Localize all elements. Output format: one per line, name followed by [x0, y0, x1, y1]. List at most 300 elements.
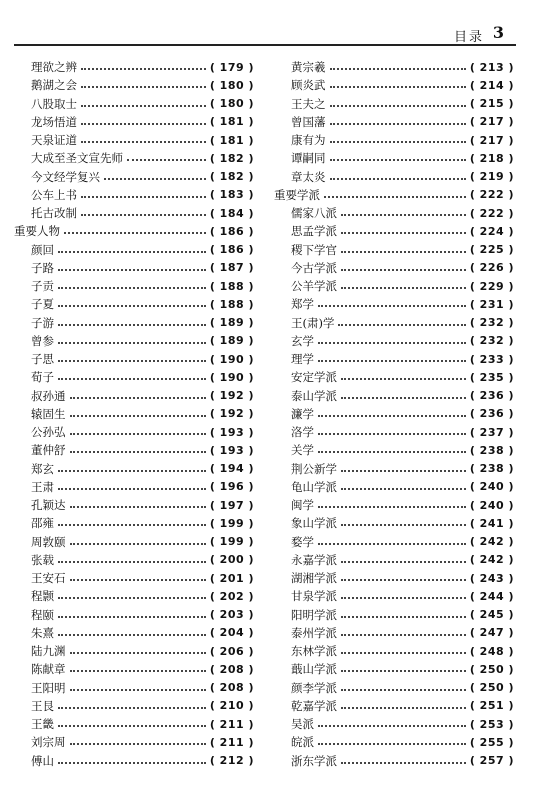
toc-entry-title: 皖派 — [291, 735, 314, 750]
toc-entry — [274, 186, 514, 204]
toc-entry-page: ( 181 ) — [209, 115, 254, 129]
toc-entry-page: ( 210 ) — [209, 699, 254, 713]
toc-entry-title: 郑玄 — [31, 461, 54, 476]
dot-leader — [58, 378, 206, 380]
toc-entry-title: 重要人物 — [14, 224, 60, 239]
toc-entry-title: 泰山学派 — [291, 388, 337, 403]
toc-entry — [274, 277, 514, 295]
dot-leader — [330, 123, 466, 125]
toc-entry — [274, 131, 514, 149]
page-header — [0, 0, 534, 44]
toc-entry-title: 玄学 — [291, 333, 314, 348]
dot-leader — [58, 251, 206, 253]
toc-entry-title: 陈献章 — [31, 662, 66, 677]
dot-leader — [341, 488, 466, 490]
toc-entry-page: ( 240 ) — [469, 480, 514, 494]
toc-entry-title: 公孙弘 — [31, 425, 66, 440]
toc-entry-title: 吴派 — [291, 717, 314, 732]
dot-leader — [81, 86, 206, 88]
header-rule — [14, 44, 516, 46]
dot-leader — [341, 269, 466, 271]
toc-entry-page: ( 231 ) — [469, 297, 514, 311]
toc-entry-page: ( 235 ) — [469, 370, 514, 384]
dot-leader — [341, 707, 466, 709]
toc-entry-page: ( 255 ) — [469, 735, 514, 749]
toc-entry-title: 顾炎武 — [291, 78, 326, 93]
toc-entry — [14, 533, 254, 551]
toc-entry — [274, 350, 514, 368]
toc-entry — [14, 660, 254, 678]
toc-entry — [274, 533, 514, 551]
toc-entry-title: 王夫之 — [291, 96, 326, 111]
toc-entry-page: ( 192 ) — [209, 407, 254, 421]
toc-entry-title: 龙场悟道 — [31, 114, 77, 129]
dot-leader — [58, 561, 206, 563]
dot-leader — [341, 762, 466, 764]
dot-leader — [318, 725, 466, 727]
toc-entry — [14, 624, 254, 642]
toc-entry-page: ( 186 ) — [209, 243, 254, 257]
dot-leader — [58, 616, 206, 618]
toc-entry — [14, 222, 254, 240]
toc-entry-page: ( 182 ) — [209, 151, 254, 165]
toc-entry — [274, 460, 514, 478]
toc-entry-title: 乾嘉学派 — [291, 698, 337, 713]
dot-leader — [318, 451, 466, 453]
dot-leader — [318, 342, 466, 344]
toc-entry-page: ( 192 ) — [209, 389, 254, 403]
toc-entry — [274, 314, 514, 332]
dot-leader — [341, 524, 466, 526]
toc-entry — [14, 58, 254, 76]
toc-entry-title: 辕固生 — [31, 406, 66, 421]
toc-entry — [274, 587, 514, 605]
toc-entry-title: 谭嗣同 — [291, 151, 326, 166]
dot-leader — [58, 597, 206, 599]
toc-entry-title: 荆公新学 — [291, 461, 337, 476]
toc-entry-title: 王畿 — [31, 717, 54, 732]
dot-leader — [341, 616, 466, 618]
toc-entry — [14, 368, 254, 386]
toc-entry-page: ( 188 ) — [209, 297, 254, 311]
dot-leader — [330, 178, 466, 180]
toc-entry-title: 陆九渊 — [31, 644, 66, 659]
toc-entry — [274, 368, 514, 386]
toc-entry — [274, 642, 514, 660]
toc-entry — [14, 587, 254, 605]
toc-entry-title: 傅山 — [31, 753, 54, 768]
toc-entry — [274, 58, 514, 76]
dot-leader — [341, 652, 466, 654]
toc-entry — [274, 478, 514, 496]
toc-entry — [274, 551, 514, 569]
toc-column-left — [14, 58, 254, 770]
toc-entry — [14, 131, 254, 149]
dot-leader — [70, 652, 206, 654]
toc-entry — [14, 295, 254, 313]
toc-entry-title: 鹅湖之会 — [31, 78, 77, 93]
toc-entry — [274, 241, 514, 259]
toc-entry-page: ( 179 ) — [209, 60, 254, 74]
toc-entry — [14, 113, 254, 131]
toc-entry-title: 今古学派 — [291, 260, 337, 275]
toc-entry-page: ( 215 ) — [469, 97, 514, 111]
toc-entry-page: ( 201 ) — [209, 571, 254, 585]
toc-entry-page: ( 250 ) — [469, 662, 514, 676]
toc-entry-page: ( 241 ) — [469, 516, 514, 530]
toc-entry-title: 天泉证道 — [31, 133, 77, 148]
dot-leader — [70, 670, 206, 672]
toc-entry-page: ( 238 ) — [469, 462, 514, 476]
running-title: 目录 — [453, 30, 484, 45]
toc-entry-title: 浙东学派 — [291, 753, 337, 768]
dot-leader — [318, 360, 466, 362]
toc-entry — [14, 332, 254, 350]
toc-entry-title: 王(肃)学 — [291, 315, 335, 330]
toc-entry-title: 理欲之辨 — [31, 60, 77, 75]
toc-entry-page: ( 238 ) — [469, 443, 514, 457]
dot-leader — [341, 470, 466, 472]
dot-leader — [341, 597, 466, 599]
toc-entry-page: ( 250 ) — [469, 681, 514, 695]
toc-entry — [14, 95, 254, 113]
toc-entry-page: ( 187 ) — [209, 261, 254, 275]
toc-entry — [274, 496, 514, 514]
toc-entry-page: ( 245 ) — [469, 608, 514, 622]
toc-entry-page: ( 217 ) — [469, 133, 514, 147]
toc-entry — [14, 697, 254, 715]
toc-entry-title: 子路 — [31, 260, 54, 275]
dot-leader — [70, 743, 206, 745]
toc-entry-title: 荀子 — [31, 370, 54, 385]
toc-entry-page: ( 247 ) — [469, 626, 514, 640]
dot-leader — [81, 68, 206, 70]
toc-entry — [14, 186, 254, 204]
dot-leader — [338, 324, 465, 326]
toc-entry-page: ( 211 ) — [209, 735, 254, 749]
dot-leader — [330, 141, 466, 143]
dot-leader — [58, 725, 206, 727]
toc-entry — [274, 149, 514, 167]
toc-entry — [274, 332, 514, 350]
toc-entry-title: 大成至圣文宣先师 — [31, 151, 123, 166]
toc-entry-title: 黄宗羲 — [291, 60, 326, 75]
toc-entry — [14, 350, 254, 368]
toc-entry-page: ( 180 ) — [209, 78, 254, 92]
toc-entry-title: 托古改制 — [31, 206, 77, 221]
dot-leader — [58, 342, 206, 344]
toc-entry-title: 思孟学派 — [291, 224, 337, 239]
toc-entry — [274, 715, 514, 733]
toc-entry-page: ( 232 ) — [469, 334, 514, 348]
toc-entry-page: ( 233 ) — [469, 352, 514, 366]
toc-entry-title: 康有为 — [291, 133, 326, 148]
dot-leader — [341, 689, 466, 691]
toc-entry-page: ( 208 ) — [209, 681, 254, 695]
toc-entry-page: ( 248 ) — [469, 644, 514, 658]
toc-entry-title: 象山学派 — [291, 516, 337, 531]
toc-entry-page: ( 199 ) — [209, 535, 254, 549]
toc-entry — [274, 441, 514, 459]
toc-entry-page: ( 257 ) — [469, 754, 514, 768]
toc-entry — [14, 514, 254, 532]
dot-leader — [70, 689, 206, 691]
toc-entry-page: ( 203 ) — [209, 608, 254, 622]
dot-leader — [58, 634, 206, 636]
toc-entry-title: 朱熹 — [31, 625, 54, 640]
dot-leader — [58, 269, 206, 271]
toc-entry-title: 儒家八派 — [291, 206, 337, 221]
toc-entry — [274, 387, 514, 405]
toc-entry-title: 闽学 — [291, 498, 314, 513]
toc-entry-page: ( 219 ) — [469, 170, 514, 184]
toc-entry-page: ( 251 ) — [469, 699, 514, 713]
toc-entry — [274, 423, 514, 441]
toc-entry-title: 甘泉学派 — [291, 589, 337, 604]
dot-leader — [58, 762, 206, 764]
toc-entry — [274, 204, 514, 222]
toc-entry-page: ( 199 ) — [209, 516, 254, 530]
dot-leader — [341, 561, 466, 563]
toc-entry — [274, 697, 514, 715]
toc-entry-page: ( 237 ) — [469, 425, 514, 439]
toc-entry — [274, 514, 514, 532]
toc-entry-title: 王肃 — [31, 479, 54, 494]
toc-entry — [14, 259, 254, 277]
toc-entry — [14, 478, 254, 496]
toc-entry-title: 郑学 — [291, 297, 314, 312]
dot-leader — [58, 360, 206, 362]
toc-entry-title: 洛学 — [291, 425, 314, 440]
dot-leader — [104, 178, 206, 180]
toc-entry-title: 颜回 — [31, 242, 54, 257]
toc-entry-title: 理学 — [291, 352, 314, 367]
toc-entry — [14, 441, 254, 459]
dot-leader — [70, 451, 206, 453]
toc-entry-page: ( 236 ) — [469, 389, 514, 403]
toc-entry — [274, 752, 514, 770]
toc-entry-page: ( 222 ) — [469, 188, 514, 202]
toc-entry-page: ( 236 ) — [469, 407, 514, 421]
toc-entry — [274, 660, 514, 678]
toc-entry — [274, 733, 514, 751]
toc-entry — [14, 733, 254, 751]
toc-entry — [14, 679, 254, 697]
toc-entry-title: 湖湘学派 — [291, 571, 337, 586]
toc-entry-page: ( 214 ) — [469, 78, 514, 92]
toc-entry — [274, 95, 514, 113]
toc-entry-title: 张载 — [31, 552, 54, 567]
toc-entry-title: 关学 — [291, 443, 314, 458]
dot-leader — [58, 287, 206, 289]
toc-entry-page: ( 229 ) — [469, 279, 514, 293]
toc-entry-page: ( 183 ) — [209, 188, 254, 202]
toc-entry — [14, 496, 254, 514]
toc-entry-title: 重要学派 — [274, 187, 320, 202]
dot-leader — [127, 159, 206, 161]
toc-entry-page: ( 240 ) — [469, 498, 514, 512]
toc-entry — [14, 642, 254, 660]
toc-entry-title: 孔颖达 — [31, 498, 66, 513]
toc-entry — [274, 606, 514, 624]
dot-leader — [58, 324, 206, 326]
toc-entry-page: ( 212 ) — [209, 754, 254, 768]
dot-leader — [70, 433, 206, 435]
toc-entry — [274, 259, 514, 277]
dot-leader — [58, 470, 206, 472]
toc-entry-page: ( 184 ) — [209, 206, 254, 220]
toc-entry-page: ( 232 ) — [469, 316, 514, 330]
dot-leader — [81, 123, 206, 125]
dot-leader — [64, 232, 206, 234]
dot-leader — [58, 707, 206, 709]
toc-entry-title: 章太炎 — [291, 169, 326, 184]
toc-entry-title: 颜李学派 — [291, 680, 337, 695]
dot-leader — [330, 86, 466, 88]
toc-entry — [14, 76, 254, 94]
dot-leader — [318, 543, 466, 545]
toc-entry-page: ( 189 ) — [209, 316, 254, 330]
toc-entry-page: ( 197 ) — [209, 498, 254, 512]
toc-entry — [14, 277, 254, 295]
toc-entry-title: 子游 — [31, 315, 54, 330]
toc-entry-page: ( 208 ) — [209, 662, 254, 676]
toc-entry — [14, 204, 254, 222]
toc-entry — [14, 551, 254, 569]
toc-entry-page: ( 218 ) — [469, 151, 514, 165]
toc-entry-title: 程颐 — [31, 607, 54, 622]
toc-entry-title: 子思 — [31, 352, 54, 367]
toc-entry-page: ( 190 ) — [209, 352, 254, 366]
toc-entry-page: ( 181 ) — [209, 133, 254, 147]
toc-entry-page: ( 213 ) — [469, 60, 514, 74]
toc-entry — [274, 222, 514, 240]
toc-entry — [274, 295, 514, 313]
dot-leader — [324, 196, 466, 198]
dot-leader — [341, 378, 466, 380]
toc-entry-title: 刘宗周 — [31, 735, 66, 750]
toc-entry-title: 今文经学复兴 — [31, 169, 100, 184]
toc-entry-page: ( 204 ) — [209, 626, 254, 640]
toc-entry — [274, 168, 514, 186]
dot-leader — [318, 305, 466, 307]
toc-entry — [14, 423, 254, 441]
toc-entry-title: 蕺山学派 — [291, 662, 337, 677]
toc-entry — [14, 149, 254, 167]
toc-entry-page: ( 243 ) — [469, 571, 514, 585]
toc-entry — [14, 314, 254, 332]
toc-entry — [14, 405, 254, 423]
toc-entry — [14, 460, 254, 478]
dot-leader — [70, 543, 206, 545]
toc-entry-page: ( 253 ) — [469, 717, 514, 731]
toc-entry-page: ( 225 ) — [469, 243, 514, 257]
toc-entry-page: ( 202 ) — [209, 589, 254, 603]
toc-entry-title: 公车上书 — [31, 187, 77, 202]
toc-entry-page: ( 196 ) — [209, 480, 254, 494]
dot-leader — [70, 579, 206, 581]
toc-entry-title: 濂学 — [291, 406, 314, 421]
toc-entry-page: ( 186 ) — [209, 224, 254, 238]
toc-entry-page: ( 217 ) — [469, 115, 514, 129]
dot-leader — [341, 397, 466, 399]
dot-leader — [330, 105, 466, 107]
toc-entry-title: 稷下学官 — [291, 242, 337, 257]
toc-entry-title: 叔孙通 — [31, 388, 66, 403]
toc-entry — [14, 569, 254, 587]
toc-entry-title: 王艮 — [31, 698, 54, 713]
dot-leader — [341, 670, 466, 672]
toc-entry-page: ( 211 ) — [209, 717, 254, 731]
dot-leader — [70, 415, 206, 417]
toc-entry-page: ( 182 ) — [209, 170, 254, 184]
toc-entry-page: ( 242 ) — [469, 535, 514, 549]
dot-leader — [341, 232, 466, 234]
toc-entry-page: ( 200 ) — [209, 553, 254, 567]
dot-leader — [58, 305, 206, 307]
toc-entry-page: ( 244 ) — [469, 589, 514, 603]
dot-leader — [318, 433, 466, 435]
dot-leader — [341, 579, 466, 581]
toc-entry-title: 王安石 — [31, 571, 66, 586]
toc-entry-page: ( 193 ) — [209, 443, 254, 457]
toc-entry-page: ( 194 ) — [209, 462, 254, 476]
dot-leader — [58, 488, 206, 490]
toc-entry — [274, 405, 514, 423]
dot-leader — [58, 524, 206, 526]
toc-entry — [274, 113, 514, 131]
toc-entry-page: ( 206 ) — [209, 644, 254, 658]
toc-entry-title: 程颢 — [31, 589, 54, 604]
dot-leader — [330, 68, 466, 70]
toc-entry-page: ( 189 ) — [209, 334, 254, 348]
page-number: 3 — [492, 23, 504, 42]
dot-leader — [330, 159, 466, 161]
toc-entry — [14, 387, 254, 405]
toc-entry-title: 婺学 — [291, 534, 314, 549]
dot-leader — [318, 743, 466, 745]
toc-entry-page: ( 226 ) — [469, 261, 514, 275]
dot-leader — [81, 214, 206, 216]
toc-entry-title: 东林学派 — [291, 644, 337, 659]
toc-entry — [14, 241, 254, 259]
toc-entry-title: 曾参 — [31, 333, 54, 348]
toc-entry-title: 八股取士 — [31, 96, 77, 111]
toc-column-right — [274, 58, 514, 770]
toc-entry — [14, 168, 254, 186]
dot-leader — [341, 287, 466, 289]
toc-entry-page: ( 190 ) — [209, 370, 254, 384]
toc-entry — [14, 606, 254, 624]
toc-entry-title: 阳明学派 — [291, 607, 337, 622]
toc-entry — [274, 569, 514, 587]
toc-entry-page: ( 193 ) — [209, 425, 254, 439]
toc-entry-page: ( 242 ) — [469, 553, 514, 567]
toc-entry-title: 董仲舒 — [31, 443, 66, 458]
toc-entry-title: 泰州学派 — [291, 625, 337, 640]
toc-entry-title: 龟山学派 — [291, 479, 337, 494]
toc-entry-page: ( 222 ) — [469, 206, 514, 220]
toc-entry-title: 公羊学派 — [291, 279, 337, 294]
dot-leader — [318, 506, 466, 508]
dot-leader — [70, 506, 206, 508]
toc-entry-title: 永嘉学派 — [291, 552, 337, 567]
toc-entry-title: 王阳明 — [31, 680, 66, 695]
toc-entry-title: 周敦颐 — [31, 534, 66, 549]
dot-leader — [341, 634, 466, 636]
toc-entry-page: ( 224 ) — [469, 224, 514, 238]
toc-entry-title: 子贡 — [31, 279, 54, 294]
